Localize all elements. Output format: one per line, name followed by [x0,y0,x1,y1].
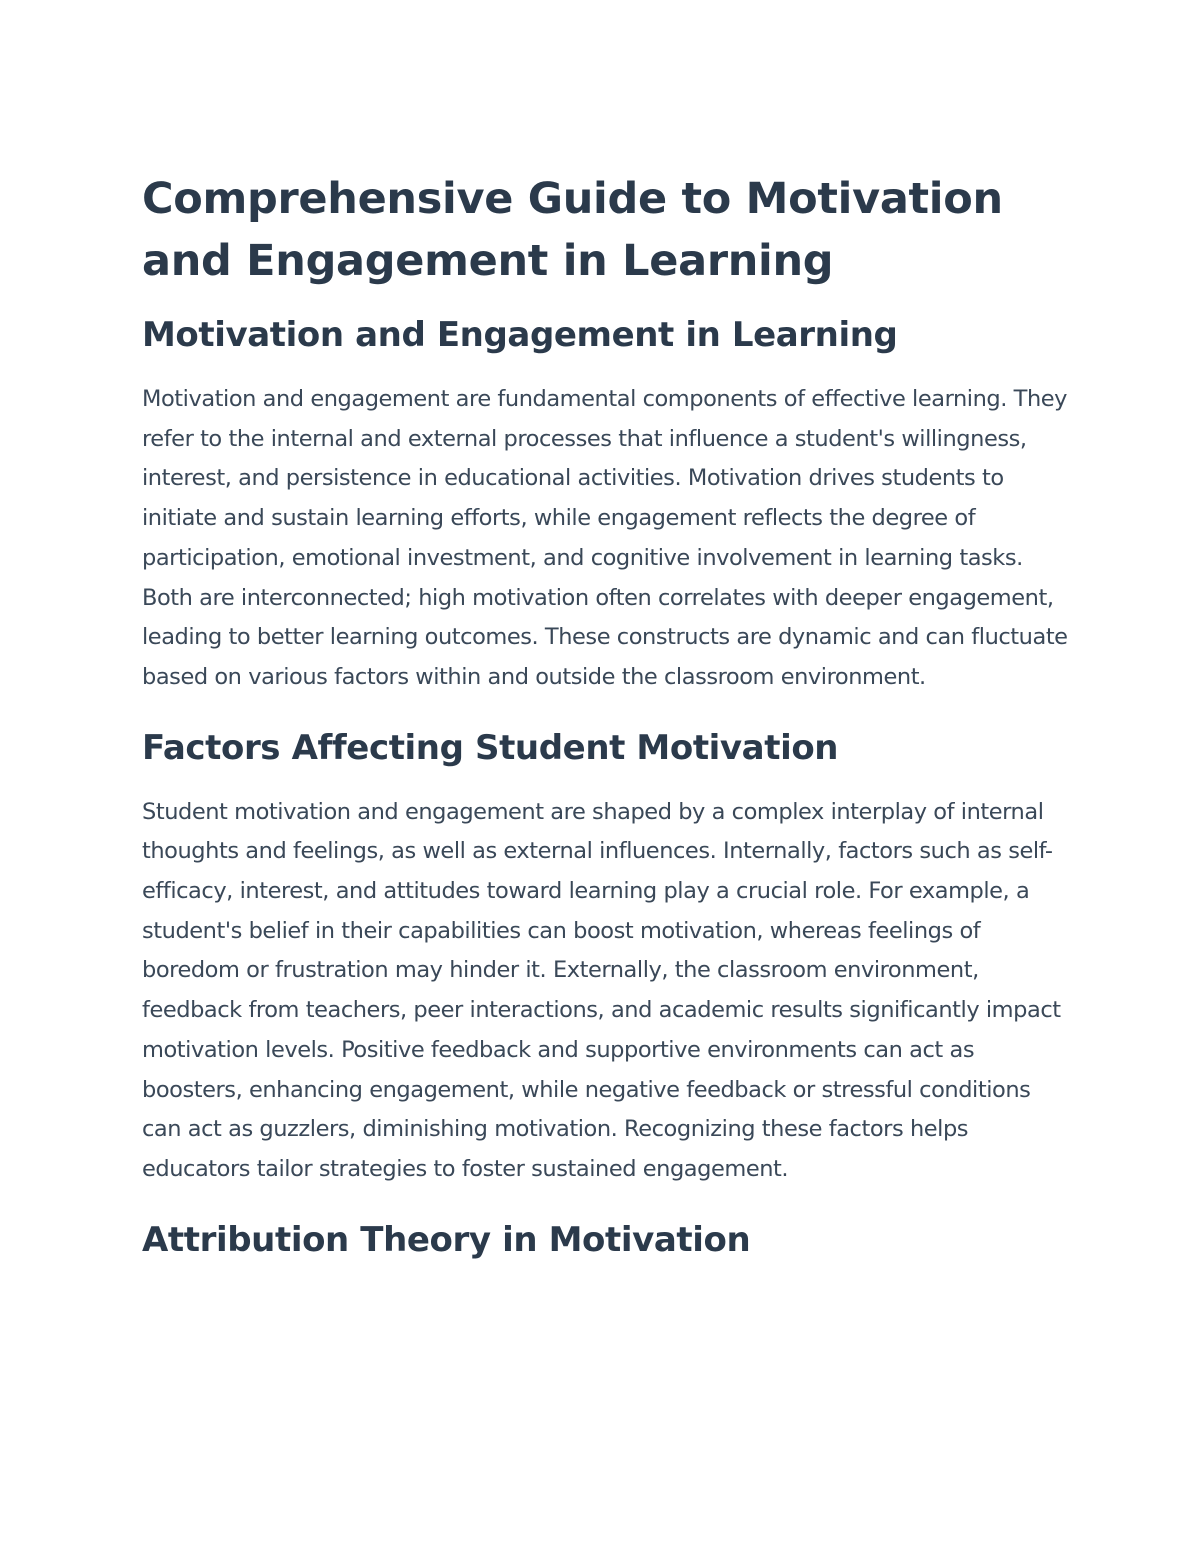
section-heading-motivation-engagement: Motivation and Engagement in Learning [142,315,898,355]
section-heading-attribution-theory: Attribution Theory in Motivation [142,1219,751,1260]
section-body-factors: Student motivation and engagement are shaped by a complex interplay of internal thoughts and feelings, as well as external influences. Internally, factors such as self-efficacy, interest, and attitudes toward learning play a crucial role. For example, a student's belief in their capabilities can boost motivation, whereas feelings of boredom or frustration may hinder it. Externally, the classroom environment, feedback from teachers, peer interactions, and academic results significantly impact motivation levels. Positive feedback and supportive environments can act as boosters, enhancing engagement, while negative feedback or stressful conditions can act as guzzlers, diminishing motivation. Recognizing these factors helps educators tailor strategies to foster sustained engagement. [142,798,1061,1182]
section-heading-factors: Factors Affecting Student Motivation [142,727,839,768]
section-body-motivation-engagement: Motivation and engagement are fundamental components of effective learning. They refer to the internal and external processes that influence a student's willingness, interest, and persistence in educational activities. Motivation drives students to initiate and sustain learning efforts, while engagement reflects the degree of participation, emotional investment, and cognitive involvement in learning tasks. Both are interconnected; high motivation often correlates with deeper engagement, leading to better learning outcomes. These constructs are dynamic and can fluctuate based on various factors within and outside the classroom environment. [142,386,1068,690]
document-page [142,168,1072,1262]
document-title: Comprehensive Guide to Motivation and Engagement in Learning [142,174,1003,286]
